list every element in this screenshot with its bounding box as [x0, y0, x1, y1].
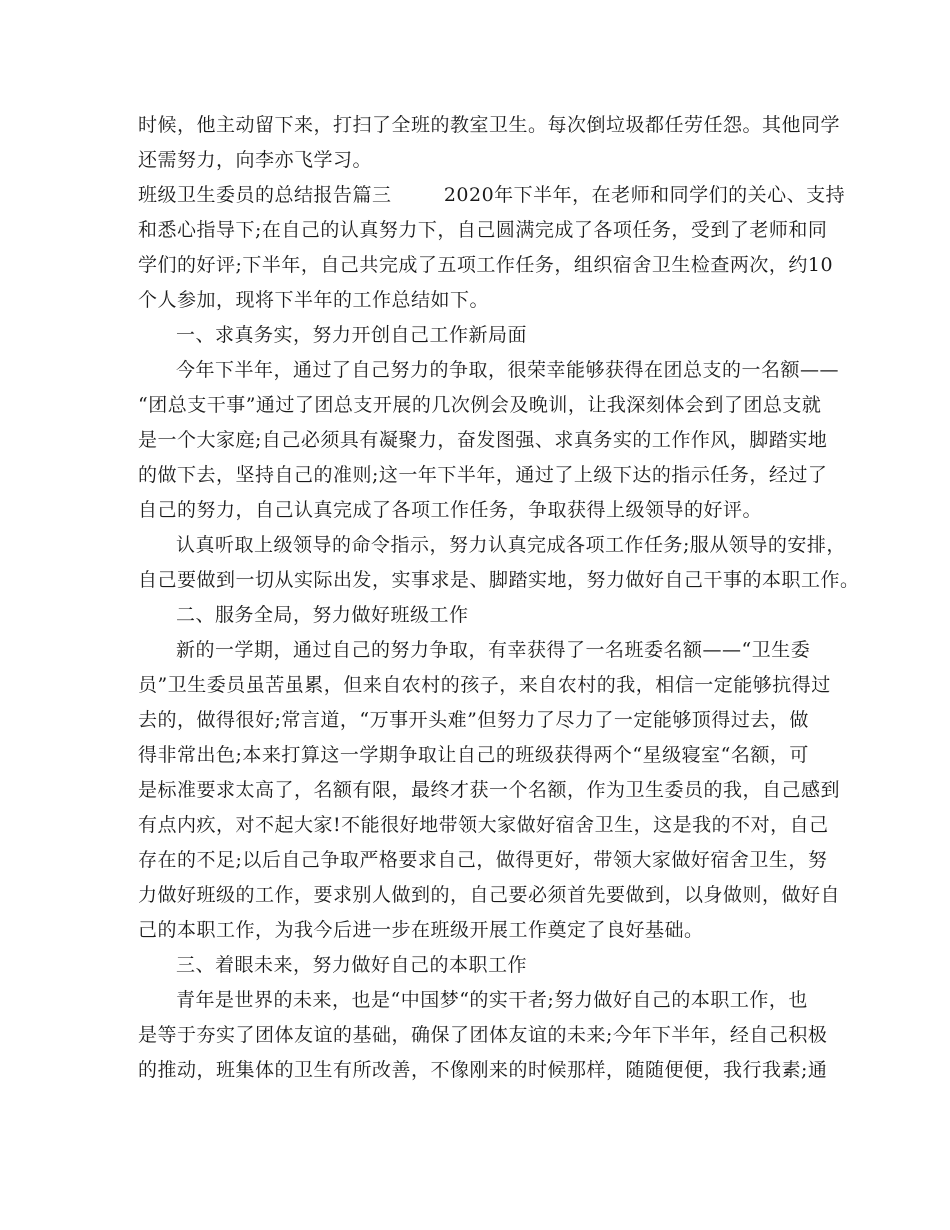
text-line: 和悉心指导下;在自己的认真努力下，自己圆满完成了各项任务，受到了老师和同 — [138, 219, 828, 241]
text-line: 自己要做到一切从实际出发，实事求是、脚踏实地，努力做好自己干事的本职工作。 — [138, 569, 860, 591]
heading-1: 一、求真务实，努力开创自己工作新局面 — [176, 324, 528, 346]
text-line: 己的本职工作，为我今后进一步在班级开展工作奠定了良好基础。 — [138, 919, 704, 941]
text-line: 存在的不足;以后自己争取严格要求自己，做得更好，带领大家做好宿舍卫生，努 — [138, 849, 828, 871]
text-line: 个人参加，现将下半年的工作总结如下。 — [138, 289, 490, 311]
text-line: 自己的努力，自己认真完成了各项工作任务，争取获得上级领导的好评。 — [138, 499, 763, 521]
text-line: 新的一学期，通过自己的努力争取，有幸获得了一名班委名额——“卫生委 — [176, 639, 811, 661]
heading-3: 三、着眼未来，努力做好自己的本职工作 — [176, 954, 528, 976]
text-line: 的推动，班集体的卫生有所改善，不像刚来的时候那样，随随便便，我行我素;通 — [138, 1059, 828, 1081]
text-line: 是一个大家庭;自己必须具有凝聚力，奋发图强、求真务实的工作作风，脚踏实地 — [138, 429, 828, 451]
document-body — [138, 108, 860, 1088]
text-line: 得非常出色;本来打算这一学期争取让自己的班级获得两个“星级寝室“名额，可 — [138, 744, 809, 766]
section-title-line: 班级卫生委员的总结报告篇三 2020年下半年，在老师和同学们的关心、支持 — [138, 184, 846, 206]
text-line: 力做好班级的工作，要求别人做到的，自己要必须首先要做到，以身做则，做好自 — [138, 884, 841, 906]
text-line: 时候，他主动留下来，打扫了全班的教室卫生。每次倒垃圾都任劳任怨。其他同学 — [138, 114, 841, 136]
text-line: 的做下去，坚持自己的准则;这一年下半年，通过了上级下达的指示任务，经过了 — [138, 464, 828, 486]
text-line: 还需努力，向李亦飞学习。 — [138, 149, 373, 171]
text-line: 认真听取上级领导的命令指示，努力认真完成各项工作任务;服从领导的安排， — [176, 534, 846, 556]
text-line: 学们的好评;下半年，自己共完成了五项工作任务，组织宿舍卫生检查两次，约10 — [138, 254, 834, 276]
text-line: 是等于夯实了团体友谊的基础，确保了团体友谊的未来;今年下半年，经自己积极 — [138, 1024, 828, 1046]
text-line: “团总支干事”通过了团总支开展的几次例会及晚训，让我深刻体会到了团总支就 — [138, 394, 822, 416]
text-line: 青年是世界的未来，也是“中国梦“的实干者;努力做好自己的本职工作，也 — [176, 989, 808, 1011]
text-line: 有点内疚，对不起大家!不能很好地带领大家做好宿舍卫生，这是我的不对，自己 — [138, 814, 829, 836]
text-line: 今年下半年，通过了自己努力的争取，很荣幸能够获得在团总支的一名额—— — [176, 359, 840, 381]
text-line: 是标准要求太高了，名额有限，最终才获一个名额，作为卫生委员的我，自己感到 — [138, 779, 841, 801]
heading-2: 二、服务全局，努力做好班级工作 — [176, 604, 469, 626]
text-line: 员”卫生委员虽苦虽累，但来自农村的孩子，来自农村的我，相信一定能够抗得过 — [138, 674, 831, 696]
text-line: 去的，做得很好;常言道，“万事开头难”但努力了尽力了一定能够顶得过去，做 — [138, 709, 809, 731]
